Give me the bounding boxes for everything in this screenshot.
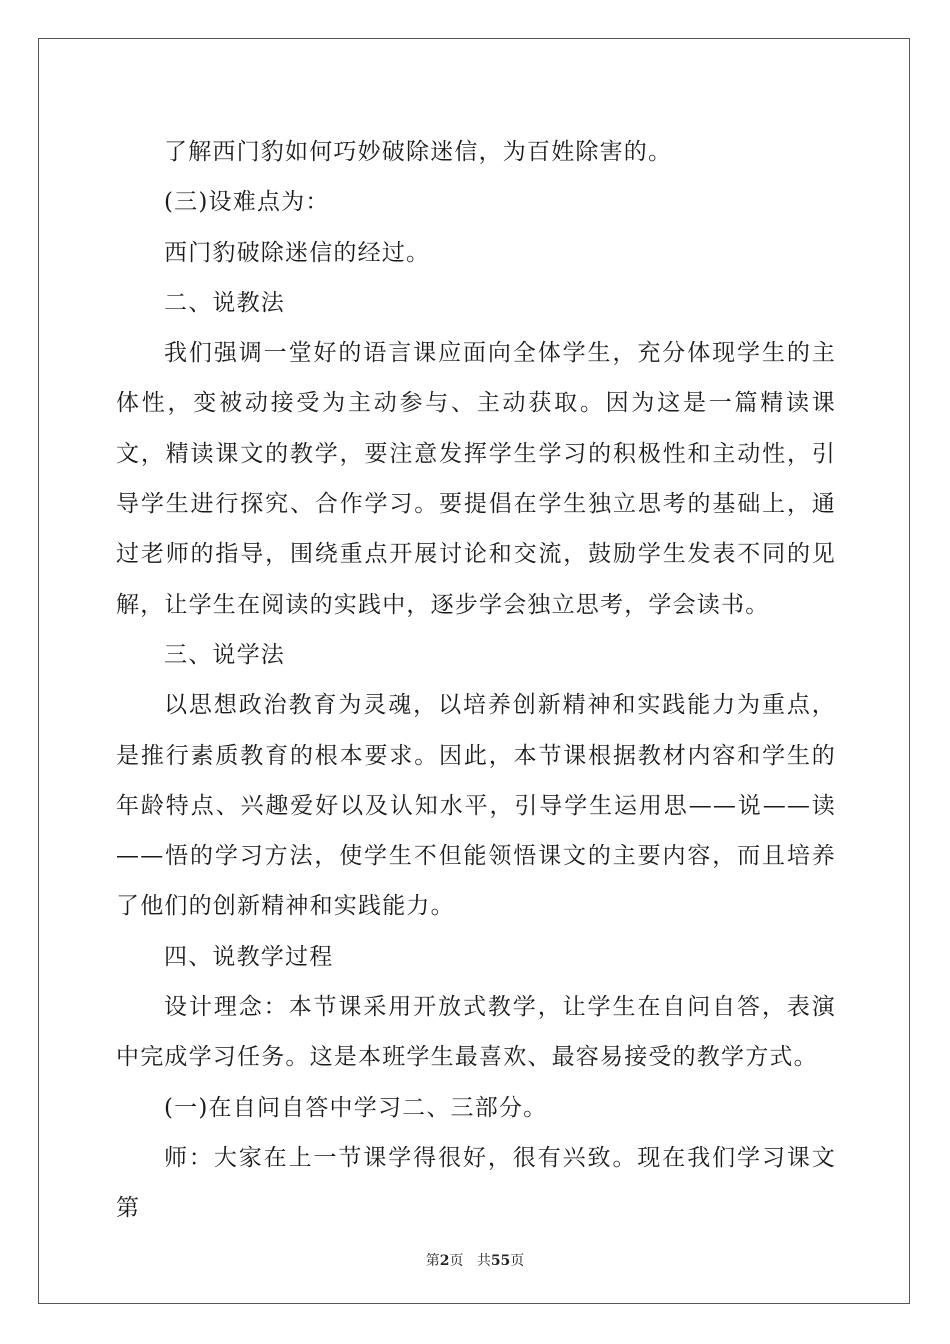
total-suffix: 页	[510, 1253, 525, 1269]
paragraph: (一)在自问自答中学习二、三部分。	[164, 1094, 548, 1121]
section-heading: 四、说教学过程	[164, 943, 334, 970]
total-prefix: 共	[476, 1253, 491, 1269]
page-prefix: 第	[425, 1253, 440, 1269]
paragraph: 西门豹破除迷信的经过。	[164, 239, 431, 266]
paragraph: 以思想政治教育为灵魂，以培养创新精神和实践能力为重点，是推行素质教育的根本要求。因此，本节课根据教材内容和学生的年龄特点、兴趣爱好以及认知水平，引导学生运用思——说——读——悟的学习方法，使学生不但能领悟课文的主要内容，而且培养了他们的创新精神和实践能力。	[116, 692, 836, 920]
page-number: 2	[439, 1253, 450, 1269]
document-body	[116, 127, 836, 1234]
page-suffix: 页	[449, 1253, 464, 1269]
paragraph: 我们强调一堂好的语言课应面向全体学生，充分体现学生的主体性，变被动接受为主动参与、主动获取。因为这是一篇精读课文，精读课文的教学，要注意发挥学生学习的积极性和主动性，引导学生进行探究、合作学习。要提倡在学生独立思考的基础上，通过老师的指导，围绕重点开展讨论和交流，鼓励学生发表不同的见解，让学生在阅读的实践中，逐步学会独立思考，学会读书。	[116, 340, 836, 618]
section-heading: 二、说教法	[164, 289, 285, 316]
section-heading: 三、说学法	[164, 641, 285, 668]
paragraph: (三)设难点为：	[164, 189, 330, 216]
paragraph: 了解西门豹如何巧妙破除迷信，为百姓除害的。	[164, 139, 673, 165]
paragraph: 师：大家在上一节课学得很好，很有兴致。现在我们学习课文第	[116, 1144, 836, 1222]
paragraph: 设计理念：本节课采用开放式教学，让学生在自问自答，表演中完成学习任务。这是本班学生最喜欢、最容易接受的教学方式。	[116, 994, 836, 1071]
total-pages: 55	[490, 1253, 511, 1269]
page-footer	[0, 1250, 950, 1270]
